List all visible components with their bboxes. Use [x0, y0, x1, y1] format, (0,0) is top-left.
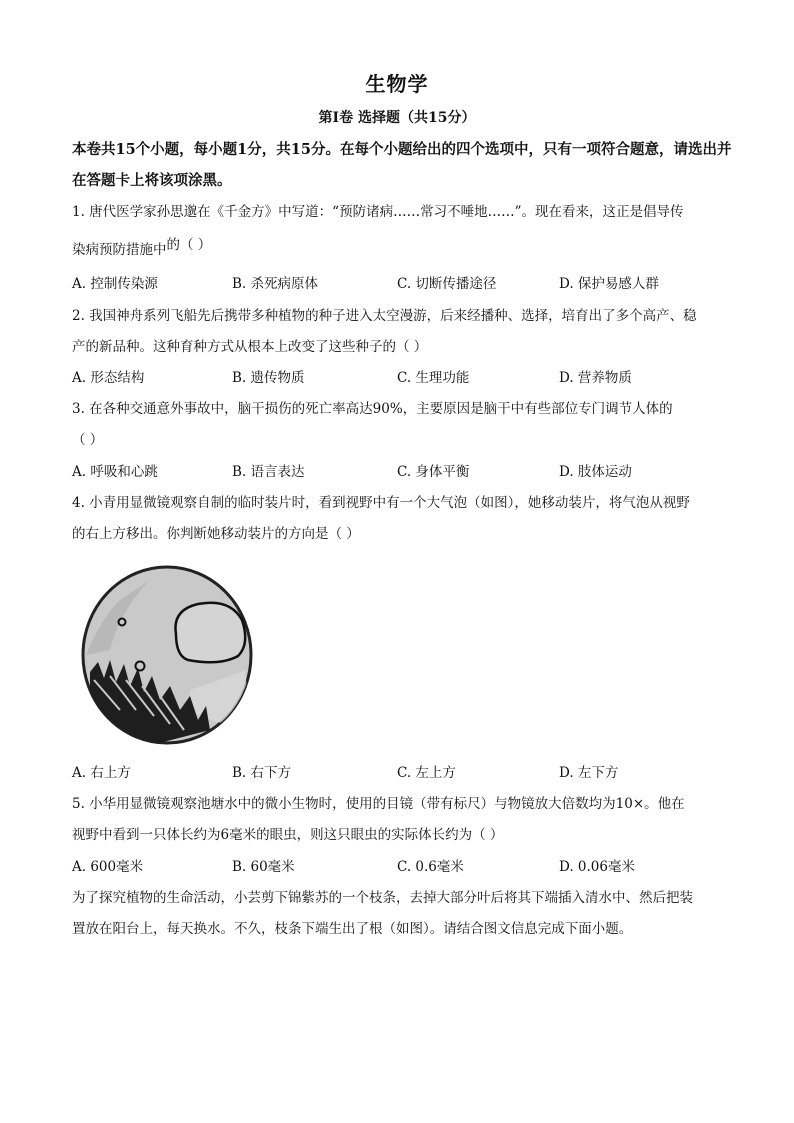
question-2-line-2: 产的新品种。这种育种方式从根本上改变了这些种子的（ ） — [72, 339, 428, 355]
question-5-line-2: 视野中看到一只体长约为6毫米的眼虫，则这只眼虫的实际体长约为（ ） — [72, 827, 504, 843]
question-2-line-1: 2. 我国神舟系列飞船先后携带多种植物的种子进入太空漫游，后来经播种、选择，培育出了多个高产、稳 — [72, 308, 697, 324]
question-1-options — [72, 274, 732, 294]
option-d: D. 保护易感人群 — [559, 276, 659, 292]
option-d: D. 左下方 — [559, 765, 619, 781]
option-c: C. 0.6毫米 — [397, 859, 464, 875]
question-3-line-2: （ ） — [72, 432, 104, 448]
option-b: B. 杀死病原体 — [232, 276, 319, 292]
option-a: A. 控制传染源 — [72, 276, 158, 292]
option-a: A. 形态结构 — [72, 370, 145, 386]
instructions: 本卷共15个小题，每小题1分，共15分。在每个小题给出的四个选项中，只有一项符合题意，请选出并在答题卡上将该项涂黑。 — [72, 141, 732, 189]
option-d: D. 0.06毫米 — [559, 859, 635, 875]
question-3-options — [72, 462, 732, 482]
question-1-line-2-sup: 的（ ） — [166, 237, 212, 253]
option-a: A. 右上方 — [72, 765, 131, 781]
option-c: C. 切断传播途径 — [397, 276, 497, 292]
question-1-line-1: 1. 唐代医学家孙思邈在《千金方》中写道：“预防诸病……常习不唾地……”。现在看来，这正是倡导传 — [72, 204, 684, 220]
passage-line-1: 为了探究植物的生命活动，小芸剪下锦紫苏的一个枝条，去掉大部分叶后将其下端插入清水中、然后把装 — [72, 890, 693, 906]
passage-line-2: 置放在阳台上，每天换水。不久，枝条下端生出了根（如图）。请结合图文信息完成下面小题。 — [72, 921, 633, 937]
question-4-line-2: 的右上方移出。你判断她移动装片的方向是（ ） — [72, 526, 360, 542]
question-1-line-2-text: 染病预防措施中 — [72, 242, 167, 258]
option-a: A. 呼吸和心跳 — [72, 464, 158, 480]
air-bubble — [175, 603, 245, 663]
option-b: B. 右下方 — [232, 765, 292, 781]
question-4-options — [72, 763, 732, 783]
question-3-line-1: 3. 在各种交通意外事故中，脑干损伤的死亡率高达90%，主要原因是脑干中有些部位专门调节人体的 — [72, 401, 673, 417]
question-1-line-2 — [72, 237, 732, 260]
option-d: D. 肢体运动 — [559, 464, 632, 480]
option-c: C. 生理功能 — [397, 370, 470, 386]
microscope-field-figure — [80, 560, 254, 750]
question-4-line-1: 4. 小青用显微镜观察自制的临时装片时，看到视野中有一个大气泡（如图），她移动装片，将气泡从视野 — [72, 495, 690, 511]
page-title: 生物学 — [365, 72, 429, 96]
option-c: C. 左上方 — [397, 765, 456, 781]
option-b: B. 60毫米 — [232, 859, 295, 875]
question-5-line-1: 5. 小华用显微镜观察池塘水中的微小生物时，使用的目镜（带有标尺）与物镜放大倍数均为10×。他在 — [72, 796, 685, 812]
option-b: B. 语言表达 — [232, 464, 305, 480]
option-b: B. 遗传物质 — [232, 370, 305, 386]
question-2-options — [72, 368, 732, 388]
section-heading: 第Ⅰ卷 选择题（共15分） — [318, 110, 476, 126]
option-d: D. 营养物质 — [559, 370, 632, 386]
option-a: A. 600毫米 — [72, 859, 144, 875]
question-5-options — [72, 857, 732, 877]
option-c: C. 身体平衡 — [397, 464, 470, 480]
